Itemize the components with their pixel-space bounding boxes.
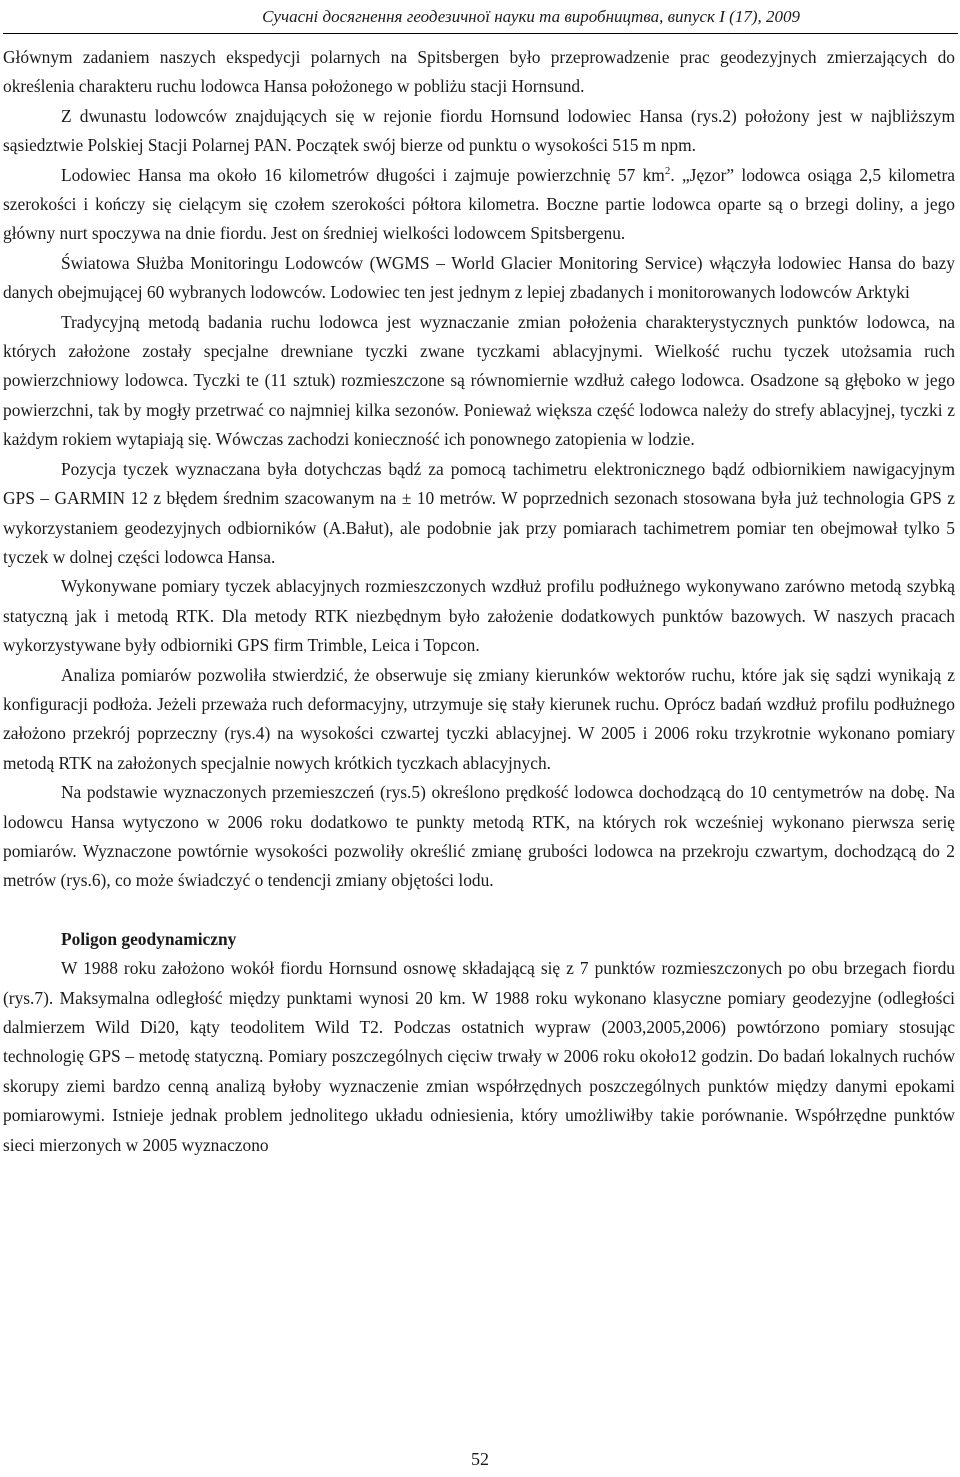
paragraph-3-text: Lodowiec Hansa ma około 16 kilometrów długości i zajmuje powierzchnię 57 km <box>61 164 665 185</box>
paragraph-1: Głównym zadaniem naszych ekspedycji polarnych na Spitsbergen było przeprowadzenie prac geodezyjnych zmierzających do określenia charakteru ruchu lodowca Hansa położonego w pobliżu stacji Hornsund. <box>3 47 955 97</box>
running-header: Сучасні досягнення геодезичної науки та виробництва, випуск I (17), 2009 <box>262 7 800 26</box>
page-number: 52 <box>471 1449 489 1469</box>
article-body <box>3 43 955 1160</box>
paragraph-5: Tradycyjną metodą badania ruchu lodowca jest wyznaczanie zmian położenia charakterystycznych punktów lodowca, na których założone zostały specjalne drewniane tyczki zwane tyczkami ablacyjnymi. Wielkość ruchu tyczek utożsamia ruch powierzchniowy lodowca. Tyczki te (11 sztuk) rozmieszczone są równomiernie wzdłuż całego lodowca. Osadzone są głęboko w jego powierzchni, tak by mogły przetrwać co najmniej kilka sezonów. Ponieważ większa część lodowca należy do strefy ablacyjnej, tyczki z każdym rokiem wytapiają się. Wówczas zachodzi konieczność ich ponownego zatopienia w lodzie. <box>3 311 955 450</box>
paragraph-9: Na podstawie wyznaczonych przemieszczeń (rys.5) określono prędkość lodowca dochodzącą do 10 centymetrów na dobę. Na lodowcu Hansa wytyczono w 2006 roku dodatkowo te punkty metodą RTK, na których rok wcześniej wykonano pierwsza serię pomiarów. Wyznaczone powtórnie wysokości pozwoliły określić zmianę grubości lodowca na przekroju czwartym, dochodzącą do 2 metrów (rys.6), co może świadczyć o tendencji zmiany objętości lodu. <box>3 782 955 891</box>
paragraph-3-rest: . „Jęzor” lodowca osiąga 2,5 kilometra szerokości i kończy się cielącym się czołem szerokości półtora kilometra. Boczne partie lodowca oparte są o brzegi doliny, a jego główny nurt spoczywa na dnie fiordu. Jest on średniej wielkości lodowcem Spitsbergenu. <box>3 164 956 244</box>
superscript: 2 <box>664 164 671 177</box>
paragraph-6: Pozycja tyczek wyznaczana była dotychczas bądź za pomocą tachimetru elektronicznego bądź odbiornikiem nawigacyjnym GPS – GARMIN 12 z błędem średnim szacowanym na ± 10 metrów. W poprzednich sezonach stosowana była już technologia GPS z wykorzystaniem geodezyjnych odbiorników (A.Bałut), ale podobnie jak przy pomiarach tachimetrem pomiar ten obejmował tylko 5 tyczek w dolnej części lodowca Hansa. <box>3 458 955 567</box>
section-body: W 1988 roku założono wokół fiordu Hornsund osnowę składającą się z 7 punktów rozmieszczonych po obu brzegach fiordu (rys.7). Maksymalna odległość między punktami wynosi 20 km. W 1988 roku wykonano klasyczne pomiary geodezyjne (odległości dalmierzem Wild Di20, kąty teodolitem Wild T2. Podczas ostatnich wypraw (2003,2005,2006) powtórzono pomiary stosując technologię GPS – metodę statyczną. Pomiary poszczególnych cięciw trwały w 2006 roku około12 godzin. Do badań lokalnych ruchów skorupy ziemi bardzo cenną analizą byłoby wyznaczenie zmian współrzędnych poszczególnych punktów między danymi epokami pomiarowymi. Istnieje jednak problem jednolitego układu odniesienia, który umożliwiłby takie porównanie. Współrzędne punktów sieci mierzonych w 2005 wyznaczono <box>3 958 955 1155</box>
paragraph-4: Światowa Służba Monitoringu Lodowców (WGMS – World Glacier Monitoring Service) włączyła lodowiec Hansa do bazy danych obejmującej 60 wybranych lodowców. Lodowiec ten jest jednym z lepiej zbadanych i monitorowanych lodowców Arktyki <box>3 252 955 303</box>
paragraph-7: Wykonywane pomiary tyczek ablacyjnych rozmieszczonych wzdłuż profilu podłużnego wykonywano zarówno metodą szybką statyczną jak i metodą RTK. Dla metody RTK niezbędnym było założenie dodatkowych punktów bazowych. W naszych pracach wykorzystywane były odbiorniki GPS firm Trimble, Leica i Topcon. <box>3 576 955 656</box>
paragraph-8: Analiza pomiarów pozwoliła stwierdzić, że obserwuje się zmiany kierunków wektorów ruchu, które jak się sądzi wynikają z konfiguracji podłoża. Jeżeli przeważa ruch deformacyjny, utrzymuje się stały kierunek ruchu. Oprócz badań wzdłuż profilu podłużnego założono przekrój poprzeczny (rys.4) na wysokości czwartej tyczki ablacyjnej. W 2005 i 2006 roku trzykrotnie wykonano pomiary metodą RTK na założonych specjalnie nowych krótkich tyczkach ablacyjnych. <box>3 664 955 773</box>
paragraph-3 <box>3 161 955 249</box>
section-heading: Poligon geodynamiczny <box>61 928 237 949</box>
paragraph-2: Z dwunastu lodowców znajdujących się w rejonie fiordu Hornsund lodowiec Hansa (rys.2) położony jest w najbliższym sąsiedztwie Polskiej Stacji Polarnej PAN. Początek swój bierze od punktu o wysokości 515 m npm. <box>3 105 955 156</box>
header-rule <box>3 33 958 34</box>
